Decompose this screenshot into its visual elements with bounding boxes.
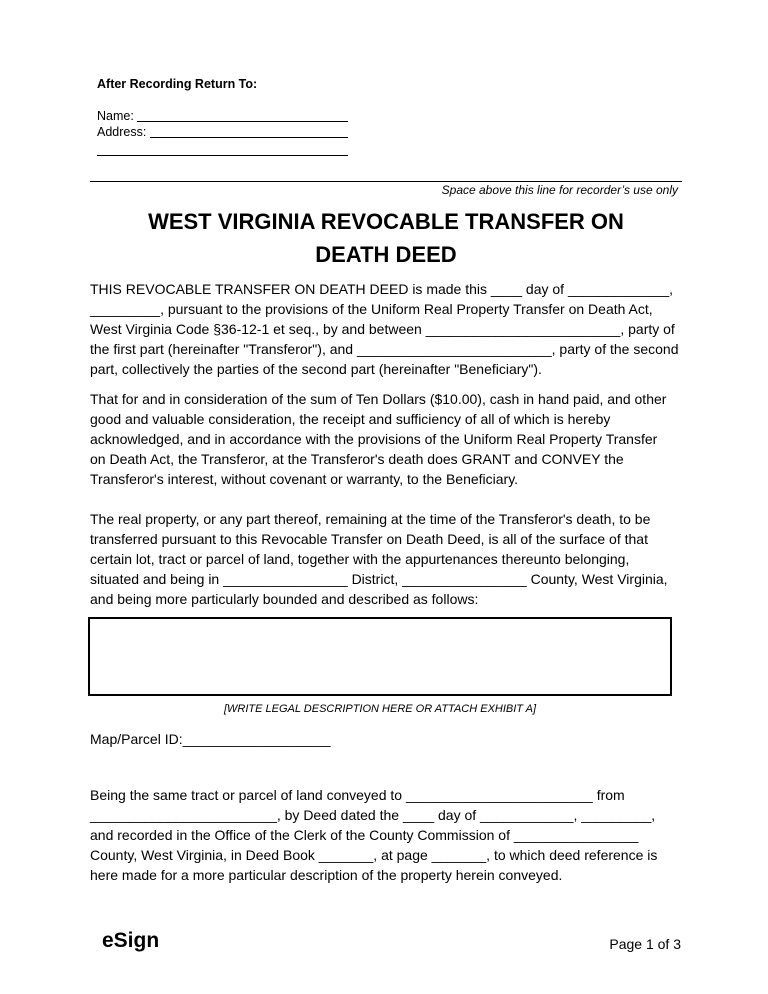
legal-description-caption: [WRITE LEGAL DESCRIPTION HERE OR ATTACH EXHIBIT A] <box>223 703 537 715</box>
paragraph-line: situated and being in ________________ District, ________________ County, West Virginia, <box>90 571 668 587</box>
map-parcel-id[interactable]: Map/Parcel ID:___________________ <box>90 731 331 747</box>
page-number: Page 1 of 3 <box>609 936 681 952</box>
paragraph-prior-deed <box>90 785 682 885</box>
paragraph-line: West Virginia Code §36-12-1 et seq., by and between _________________________, party of <box>90 321 675 337</box>
paragraph-line: County, West Virginia, in Deed Book _______, at page _______, to which deed reference is <box>90 847 658 863</box>
paragraph-line: _________, pursuant to the provisions of the Uniform Real Property Transfer on Death Act, <box>90 301 653 317</box>
recorder-note: Space above this line for recorder’s use only <box>441 183 678 197</box>
return-to-heading: After Recording Return To: <box>97 77 258 91</box>
paragraph-line: and recorded in the Office of the Clerk of the County Commission of ________________ <box>90 827 639 843</box>
paragraph-line: good and valuable consideration, the receipt and sufficiency of all of which is hereby <box>90 411 611 427</box>
title-line-1: WEST VIRGINIA REVOCABLE TRANSFER ON <box>148 209 624 234</box>
title-line-2: DEATH DEED <box>315 242 457 267</box>
paragraph-line: and being more particularly bounded and described as follows: <box>90 591 479 607</box>
paragraph-parties <box>90 279 682 379</box>
paragraph-line: Being the same tract or parcel of land conveyed to ________________________ from <box>90 787 625 803</box>
name-label: Name: <box>97 109 134 123</box>
address-blank-2[interactable] <box>97 155 348 156</box>
paragraph-line: The real property, or any part thereof, remaining at the time of the Transferor's death, to be <box>90 511 651 527</box>
paragraph-line: here made for a more particular description of the property herein conveyed. <box>90 867 563 883</box>
paragraph-line: on Death Act, the Transferor, at the Transferor's death does GRANT and CONVEY the <box>90 451 624 467</box>
name-blank[interactable] <box>137 121 348 122</box>
paragraph-line: THIS REVOCABLE TRANSFER ON DEATH DEED is made this ____ day of _____________, <box>90 281 674 297</box>
document-title <box>90 205 682 271</box>
paragraph-line: part, collectively the parties of the second part (hereinafter "Beneficiary"). <box>90 361 542 377</box>
paragraph-line: certain lot, tract or parcel of land, together with the appurtenances thereunto belonging, <box>90 551 630 567</box>
legal-description-box[interactable] <box>88 617 672 696</box>
esign-logo: eSign <box>102 929 160 952</box>
paragraph-line: Transferor's interest, without covenant or warranty, to the Beneficiary. <box>90 471 519 487</box>
address-blank-1[interactable] <box>150 137 348 138</box>
paragraph-line: ________________________, by Deed dated the ____ day of ____________, _________, <box>90 807 656 823</box>
paragraph-line: transferred pursuant to this Revocable Transfer on Death Deed, is all of the surface of that <box>90 531 648 547</box>
paragraph-consideration <box>90 389 682 489</box>
address-label: Address: <box>97 125 147 139</box>
paragraph-property <box>90 509 682 609</box>
recorder-divider <box>90 181 682 182</box>
paragraph-line: acknowledged, and in accordance with the provisions of the Uniform Real Property Transfer <box>90 431 658 447</box>
paragraph-line: the first part (hereinafter "Transferor"), and _________________________, party of the second <box>90 341 679 357</box>
paragraph-line: That for and in consideration of the sum of Ten Dollars ($10.00), cash in hand paid, and other <box>90 391 667 407</box>
